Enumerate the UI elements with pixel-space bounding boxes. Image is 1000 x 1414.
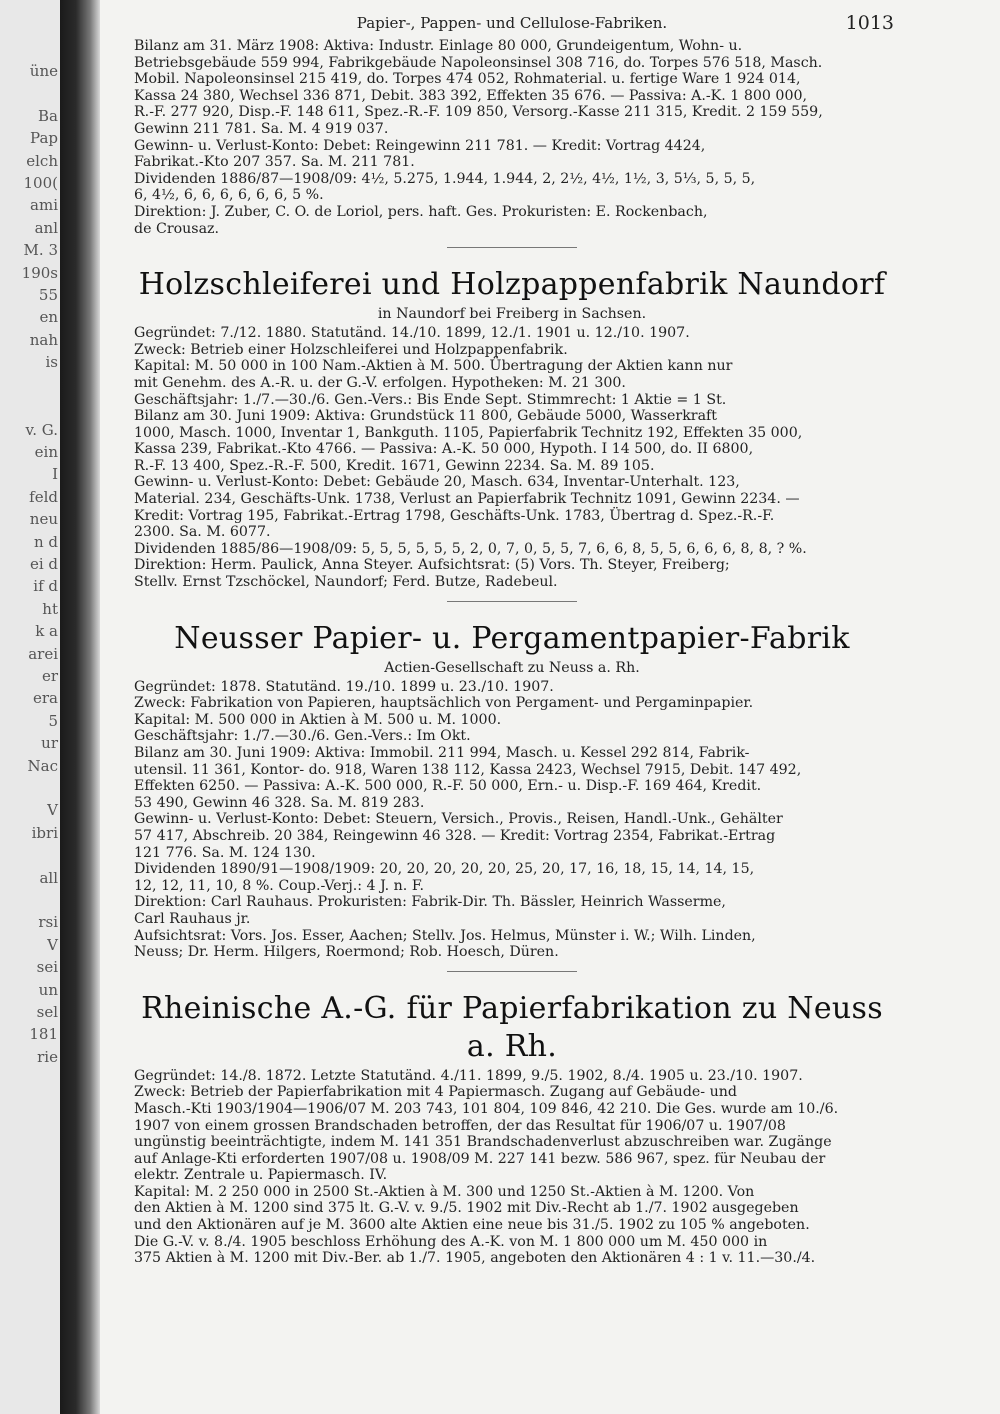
entry-naundorf-lines: [134, 325, 890, 591]
text-line: utensil. 11 361, Kontor- do. 918, Waren 138 112, Kassa 2423, Wechsel 7915, Debit. 147 492,: [134, 761, 802, 778]
facing-page-fragment-line: [0, 374, 60, 396]
facing-page-fragment-line: 55: [38, 286, 58, 305]
text-line: Direktion: J. Zuber, C. O. de Loriol, pers. haft. Ges. Prokuristen: E. Rockenbach,: [134, 203, 708, 220]
facing-page-fragment-line: v. G.: [25, 420, 58, 439]
facing-page-fragment-line: sel: [36, 1003, 58, 1022]
page-number: 1013: [845, 12, 894, 34]
facing-page-fragment-line: anl: [34, 218, 58, 237]
facing-page-fragment-line: V: [47, 935, 58, 954]
book-page: [100, 0, 1000, 1414]
facing-page-fragment-line: neu: [29, 510, 58, 529]
facing-page-fragment-line: 181: [29, 1025, 58, 1044]
facing-page-fragment-line: un: [38, 980, 58, 999]
text-line: Dividenden 1890/91—1908/1909: 20, 20, 20, 20, 20, 25, 20, 17, 16, 18, 15, 14, 14, 15,: [134, 861, 755, 878]
text-line: R.-F. 277 920, Disp.-F. 148 611, Spez.-R.-F. 109 850, Versorg.-Kasse 211 315, Kredit. 2 159 559,: [134, 104, 823, 121]
text-line: Die G.-V. v. 8./4. 1905 beschloss Erhöhung des A.-K. von M. 1 800 000 um M. 450 000 in: [134, 1233, 768, 1250]
entry-naundorf-subtitle: in Naundorf bei Freiberg in Sachsen.: [377, 306, 647, 323]
facing-page-fragment-line: [0, 889, 60, 911]
facing-page-fragment-line: ei d: [29, 554, 58, 573]
book-gutter: [60, 0, 100, 1414]
facing-page-fragment-line: en: [39, 308, 58, 327]
text-line: Bilanz am 31. März 1908: Aktiva: Industr. Einlage 80 000, Grundeigentum, Wohn- u.: [134, 38, 743, 54]
running-head: [134, 8, 894, 38]
facing-page-fragment-line: rsi: [38, 913, 58, 932]
text-line: Geschäftsjahr: 1./7.—30./6. Gen.-Vers.: Im Okt.: [134, 728, 471, 745]
entry-neusser-subtitle: Actien-Gesellschaft zu Neuss a. Rh.: [384, 659, 640, 676]
entry-rheinische-lines: [134, 1068, 890, 1267]
facing-page-fragment-line: V: [47, 801, 58, 820]
facing-page-fragment-line: feld: [29, 487, 58, 506]
text-line: Gegründet: 14./8. 1872. Letzte Statutänd. 4./11. 1899, 9./5. 1902, 8./4. 1905 u. 23./10. 1907.: [134, 1067, 803, 1084]
facing-page-fragment-line: M. 3: [23, 241, 58, 260]
text-line: Effekten 6250. — Passiva: A.-K. 500 000, R.-F. 50 000, Ern.- u. Disp.-F. 169 464, Kredit.: [134, 778, 762, 795]
text-line: 121 776. Sa. M. 124 130.: [134, 844, 316, 861]
entry-neusser-title: Neusser Papier- u. Pergamentpapier-Fabrik: [174, 620, 850, 656]
facing-page-fragment-line: if d: [33, 577, 58, 596]
facing-page-fragment-line: ibri: [31, 823, 58, 842]
text-line: Gewinn- u. Verlust-Konto: Debet: Gebäude 20, Masch. 634, Inventar-Unterhalt. 123,: [134, 474, 740, 491]
facing-page-fragment-line: is: [45, 353, 58, 372]
entry-neusser-lines: [134, 679, 890, 961]
facing-page-fragment-line: n d: [33, 532, 58, 551]
page-content: [134, 8, 894, 1267]
text-line: 12, 12, 11, 10, 8 %. Coup.-Verj.: 4 J. n. F.: [134, 877, 424, 894]
facing-page-fragment-line: [0, 396, 60, 418]
facing-page-fragment-line: [0, 1091, 60, 1113]
text-line: 57 417, Abschreib. 20 384, Reingewinn 46 328. — Kredit: Vortrag 2354, Fabrikat.-Ertrag: [134, 827, 776, 844]
text-line: Gegründet: 1878. Statutänd. 19./10. 1899 u. 23./10. 1907.: [134, 678, 554, 695]
facing-page-fragment-line: Ba: [38, 106, 58, 125]
text-line: Zweck: Betrieb der Papierfabrikation mit 4 Papiermasch. Zugang auf Gebäude- und: [134, 1084, 737, 1101]
section-separator: [447, 601, 577, 602]
facing-page-fragment-line: [0, 777, 60, 799]
facing-page-fragment-line: sei: [36, 958, 58, 977]
text-line: Betriebsgebäude 559 994, Fabrikgebäude Napoleonsinsel 308 716, do. Torpes 576 518, Masch.: [134, 54, 823, 71]
text-line: Neuss; Dr. Herm. Hilgers, Roermond; Rob. Hoesch, Düren.: [134, 944, 559, 961]
text-line: ungünstig beeinträchtigte, indem M. 141 351 Brandschadenverlust abzuschreiben war. Zugänge: [134, 1134, 832, 1151]
facing-page-fragment-line: [0, 844, 60, 866]
text-line: Masch.-Kti 1903/1904—1906/07 M. 203 743, 101 804, 109 846, 42 210. Die Ges. wurde am 10./6.: [134, 1100, 839, 1117]
text-line: Kapital: M. 50 000 in 100 Nam.-Aktien à M. 500. Übertragung der Aktien kann nur: [134, 358, 733, 375]
text-line: Kassa 239, Fabrikat.-Kto 4766. — Passiva: A.-K. 50 000, Hypoth. I 14 500, do. II 6800,: [134, 441, 754, 458]
text-line: Zweck: Fabrikation von Papieren, hauptsächlich von Pergament- und Pergaminpapier.: [134, 695, 754, 712]
text-line: Kredit: Vortrag 195, Fabrikat.-Ertrag 1798, Geschäfts-Unk. 1783, Übertrag d. Spez.-R.-F.: [134, 507, 775, 524]
facing-page-fragment-line: k a: [35, 622, 58, 641]
section-separator: [447, 247, 577, 248]
text-line: Fabrikat.-Kto 207 357. Sa. M. 211 781.: [134, 154, 415, 171]
facing-page-fragment-line: [0, 1068, 60, 1090]
text-line: Kapital: M. 2 250 000 in 2500 St.-Aktien à M. 300 und 1250 St.-Aktien à M. 1200. Von: [134, 1183, 755, 1200]
text-line: 6, 4½, 6, 6, 6, 6, 6, 6, 5 %.: [134, 187, 324, 204]
facing-page-fragment-line: Nac: [27, 756, 58, 775]
facing-page-fragment-line: elch: [26, 151, 58, 170]
facing-page-fragment-line: nah: [29, 330, 58, 349]
text-line: Stellv. Ernst Tzschöckel, Naundorf; Ferd. Butze, Radebeul.: [134, 574, 558, 591]
facing-page-fragment-line: üne: [29, 62, 58, 80]
text-line: Direktion: Herm. Paulick, Anna Steyer. Aufsichtsrat: (5) Vors. Th. Steyer, Freiberg;: [134, 557, 730, 574]
entry-rheinische-title: Rheinische A.-G. für Papierfabrikation zu Neuss a. Rh.: [141, 990, 883, 1064]
text-line: Aufsichtsrat: Vors. Jos. Esser, Aachen; Stellv. Jos. Helmus, Münster i. W.; Wilh. Linden,: [134, 927, 756, 944]
text-line: elektr. Zentrale u. Papiermasch. IV.: [134, 1167, 388, 1184]
text-line: auf Anlage-Kti erforderten 1907/08 u. 1908/09 M. 227 141 bezw. 586 967, spez. für Neubau der: [134, 1150, 826, 1167]
facing-page-fragment-line: [0, 82, 60, 104]
facing-page-fragment-line: 190s: [21, 263, 58, 282]
text-line: den Aktien à M. 1200 sind 375 lt. G.-V. v. 9./5. 1902 mit Div.-Recht ab 1./7. 1902 ausgegeben: [134, 1200, 799, 1217]
facing-page-fragment-line: er: [41, 666, 58, 685]
entry-top-continued: [134, 38, 890, 237]
facing-page-fragment-line: ur: [41, 734, 58, 753]
text-line: Gegründet: 7./12. 1880. Statutänd. 14./10. 1899, 12./1. 1901 u. 12./10. 1907.: [134, 325, 690, 342]
facing-page-fragment-line: arei: [28, 644, 58, 663]
text-line: 375 Aktien à M. 1200 mit Div.-Ber. ab 1./7. 1905, angeboten den Aktionären 4 : 1 v. 11.—30./4.: [134, 1250, 816, 1267]
text-line: Gewinn 211 781. Sa. M. 4 919 037.: [134, 120, 389, 137]
text-line: Carl Rauhaus jr.: [134, 910, 251, 927]
facing-page-fragment-line: era: [33, 689, 58, 708]
entry-naundorf-title: Holzschleiferei und Holzpappenfabrik Naundorf: [138, 267, 886, 303]
facing-page-fragment-line: 5: [48, 711, 58, 730]
running-head-title: Papier-, Pappen- und Cellulose-Fabriken.: [356, 14, 668, 32]
facing-page-fragment-line: 100(: [23, 174, 58, 193]
facing-page-fragment-line: I: [52, 465, 58, 484]
text-line: Direktion: Carl Rauhaus. Prokuristen: Fabrik-Dir. Th. Bässler, Heinrich Wasserme,: [134, 894, 726, 911]
text-line: 1000, Masch. 1000, Inventar 1, Bankguth. 1105, Papierfabrik Technitz 192, Effekten 35 000,: [134, 424, 803, 441]
entry-naundorf: [134, 266, 890, 591]
text-line: Bilanz am 30. Juni 1909: Aktiva: Grundstück 11 800, Gebäude 5000, Wasserkraft: [134, 408, 717, 425]
text-line: Geschäftsjahr: 1./7.—30./6. Gen.-Vers.: Bis Ende Sept. Stimmrecht: 1 Aktie = 1 St.: [134, 391, 727, 408]
text-line: mit Genehm. des A.-R. u. der G.-V. erfolgen. Hypotheken: M. 21 300.: [134, 374, 626, 391]
text-line: Gewinn- u. Verlust-Konto: Debet: Steuern, Versich., Provis., Reisen, Handl.-Unk., Gehälter: [134, 811, 783, 828]
text-line: 2300. Sa. M. 6077.: [134, 524, 271, 541]
facing-page-fragment-line: rie: [37, 1047, 58, 1066]
text-line: Bilanz am 30. Juni 1909: Aktiva: Immobil. 211 994, Masch. u. Kessel 292 814, Fabrik-: [134, 745, 750, 761]
facing-page-text: [0, 60, 60, 1113]
section-separator: [447, 971, 577, 972]
entry-neusser: [134, 620, 890, 961]
facing-page-fragment-line: ami: [30, 196, 58, 215]
text-line: 53 490, Gewinn 46 328. Sa. M. 819 283.: [134, 794, 425, 811]
facing-page-fragment-line: all: [39, 868, 58, 887]
text-line: Kassa 24 380, Wechsel 336 871, Debit. 383 392, Effekten 35 676. — Passiva: A.-K. 1 800 000,: [134, 87, 808, 104]
facing-page-fragment-line: Pap: [30, 129, 58, 148]
text-line: de Crousaz.: [134, 220, 220, 237]
text-line: Kapital: M. 500 000 in Aktien à M. 500 u. M. 1000.: [134, 711, 502, 728]
text-line: Gewinn- u. Verlust-Konto: Debet: Reingewinn 211 781. — Kredit: Vortrag 4424,: [134, 137, 706, 154]
text-line: und den Aktionären auf je M. 3600 alte Aktien eine neue bis 31./5. 1902 zu 105 % angeboten.: [134, 1217, 810, 1234]
text-line: Dividenden 1886/87—1908/09: 4½, 5.275, 1.944, 1.944, 2, 2½, 4½, 1½, 3, 5⅓, 5, 5, 5,: [134, 170, 756, 187]
text-line: Zweck: Betrieb einer Holzschleiferei und Holzpappenfabrik.: [134, 341, 568, 358]
text-line: 1907 von einem grossen Brandschaden betroffen, der das Resultat für 1906/07 u. 1907/08: [134, 1117, 786, 1134]
entry-top-lines: [134, 38, 890, 237]
text-line: Dividenden 1885/86—1908/09: 5, 5, 5, 5, 5, 5, 2, 0, 7, 0, 5, 5, 7, 6, 6, 8, 5, 5, 6, 6, 6, 8, 8, ? %.: [134, 540, 807, 557]
text-line: Mobil. Napoleonsinsel 215 419, do. Torpes 474 052, Rohmaterial. u. fertige Ware 1 924 014,: [134, 71, 801, 88]
facing-page-fragment-line: ht: [42, 599, 58, 618]
facing-page-fragment-line: ein: [34, 442, 58, 461]
entry-rheinische: [134, 990, 890, 1267]
text-line: R.-F. 13 400, Spez.-R.-F. 500, Kredit. 1671, Gewinn 2234. Sa. M. 89 105.: [134, 457, 655, 474]
text-line: Material. 234, Geschäfts-Unk. 1738, Verlust an Papierfabrik Technitz 1091, Gewinn 2234. —: [134, 491, 800, 508]
